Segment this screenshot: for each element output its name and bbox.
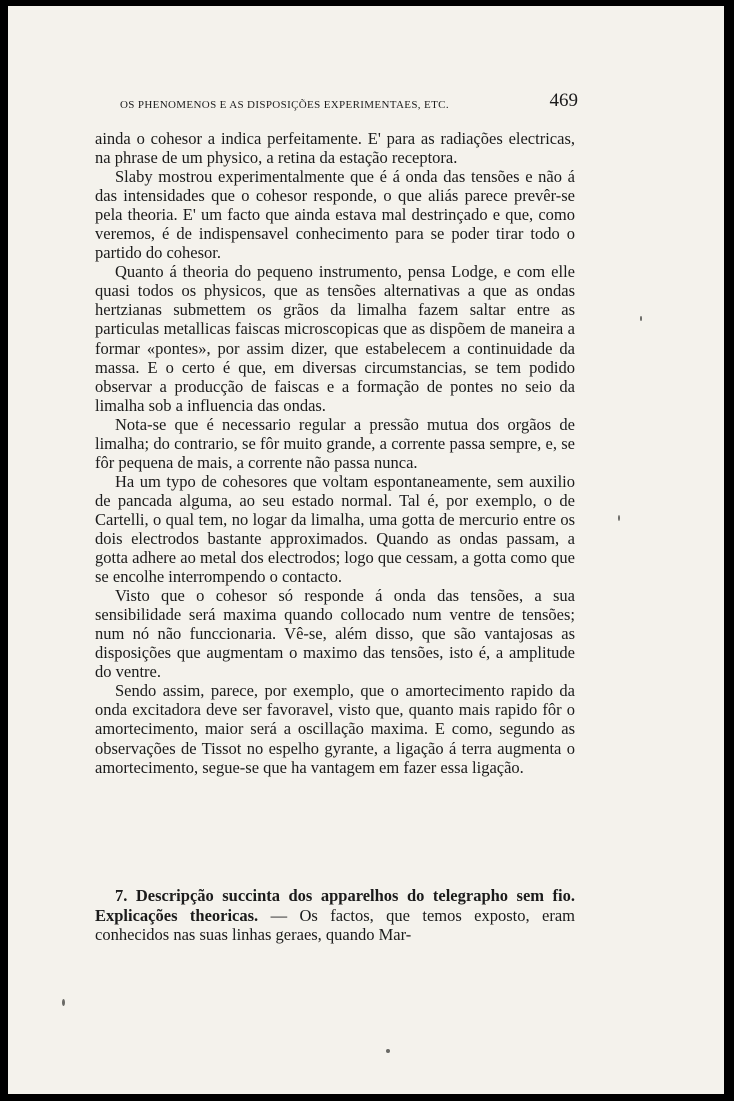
- paragraph: Quanto á theoria do pequeno instrumento, pensa Lodge, e com elle quasi todos os physicos, que as tensões alternativas a que as ondas hertzianas submettem os grãos da limalha fazem saltar entre as particulas metallicas faiscas microscopicas que as dispõem de maneira a formar «pontes», por assim dizer, que estabelecem a continuidade da massa. E o certo é que, em diversas circumstancias, se tem podido observar a producção de faiscas e a formação de pontes no seio da limalha sob a influencia das ondas.: [95, 262, 575, 415]
- paper-speck: [618, 515, 620, 521]
- running-title: OS PHENOMENOS E AS DISPOSIÇÕES EXPERIMENTAES, ETC.: [120, 99, 449, 111]
- paragraph: Ha um typo de cohesores que voltam espontaneamente, sem auxilio de pancada alguma, ao seu estado normal. Tal é, por exemplo, o de Cartelli, o qual tem, no logar da limalha, uma gotta de mercurio entre os dois electrodos bastante approximados. Quando as ondas passam, a gotta adhere ao metal dos electrodos; logo que cessam, a gotta como que se encolhe interrompendo o contacto.: [95, 471, 575, 587]
- paragraph: Slaby mostrou experimentalmente que é á onda das tensões e não á das intensidades que o cohesor responde, o que aliás parece prevêr-se pela theoria. E' um facto que ainda estava mal destrinçado e que, como veremos, é de indispensavel conhecimento para se poder tirar todo o partido do cohesor.: [95, 167, 575, 263]
- book-page: [8, 6, 724, 1094]
- paper-speck: [386, 1049, 390, 1053]
- body-text: [95, 129, 575, 777]
- section-heading: 7. Descripção succinta dos apparelhos do telegrapho sem fio. Explicações theoricas.: [95, 886, 575, 925]
- paragraph: Nota-se que é necessario regular a pressão mutua dos orgãos de limalha; do contrario, se fôr muito grande, a corrente passa sempre, e, se fôr pequena de mais, a corrente não passa nunca.: [95, 414, 575, 472]
- paper-speck: [640, 316, 642, 321]
- paragraph: Visto que o cohesor só responde á onda das tensões, a sua sensibilidade será maxima quando collocado num ventre de tensões; num nó não funccionaria. Vê-se, além disso, que são vantajosas as disposições que augmentam o maximo das tensões, isto é, a amplitude do ventre.: [95, 586, 575, 682]
- page-number: 469: [549, 90, 578, 111]
- section-7: [95, 886, 575, 945]
- section-text: — Os factos, que temos exposto, eram conhecidos nas suas linhas geraes, quando Mar-: [95, 905, 576, 944]
- page-header: [120, 90, 578, 124]
- paragraph: ainda o cohesor a indica perfeitamente. E' para as radiações electricas, na phrase de um physico, a retina da estação receptora.: [95, 129, 575, 168]
- paragraph: Sendo assim, parece, por exemplo, que o amortecimento rapido da onda excitadora deve ser favoravel, visto que, quanto mais rapido fôr o amortecimento, maior será a oscillação maxima. E como, segundo as observações de Tissot no espelho gyrante, a ligação á terra augmenta o amortecimento, segue-se que ha vantagem em fazer essa ligação.: [95, 681, 575, 777]
- paper-speck: [62, 999, 65, 1006]
